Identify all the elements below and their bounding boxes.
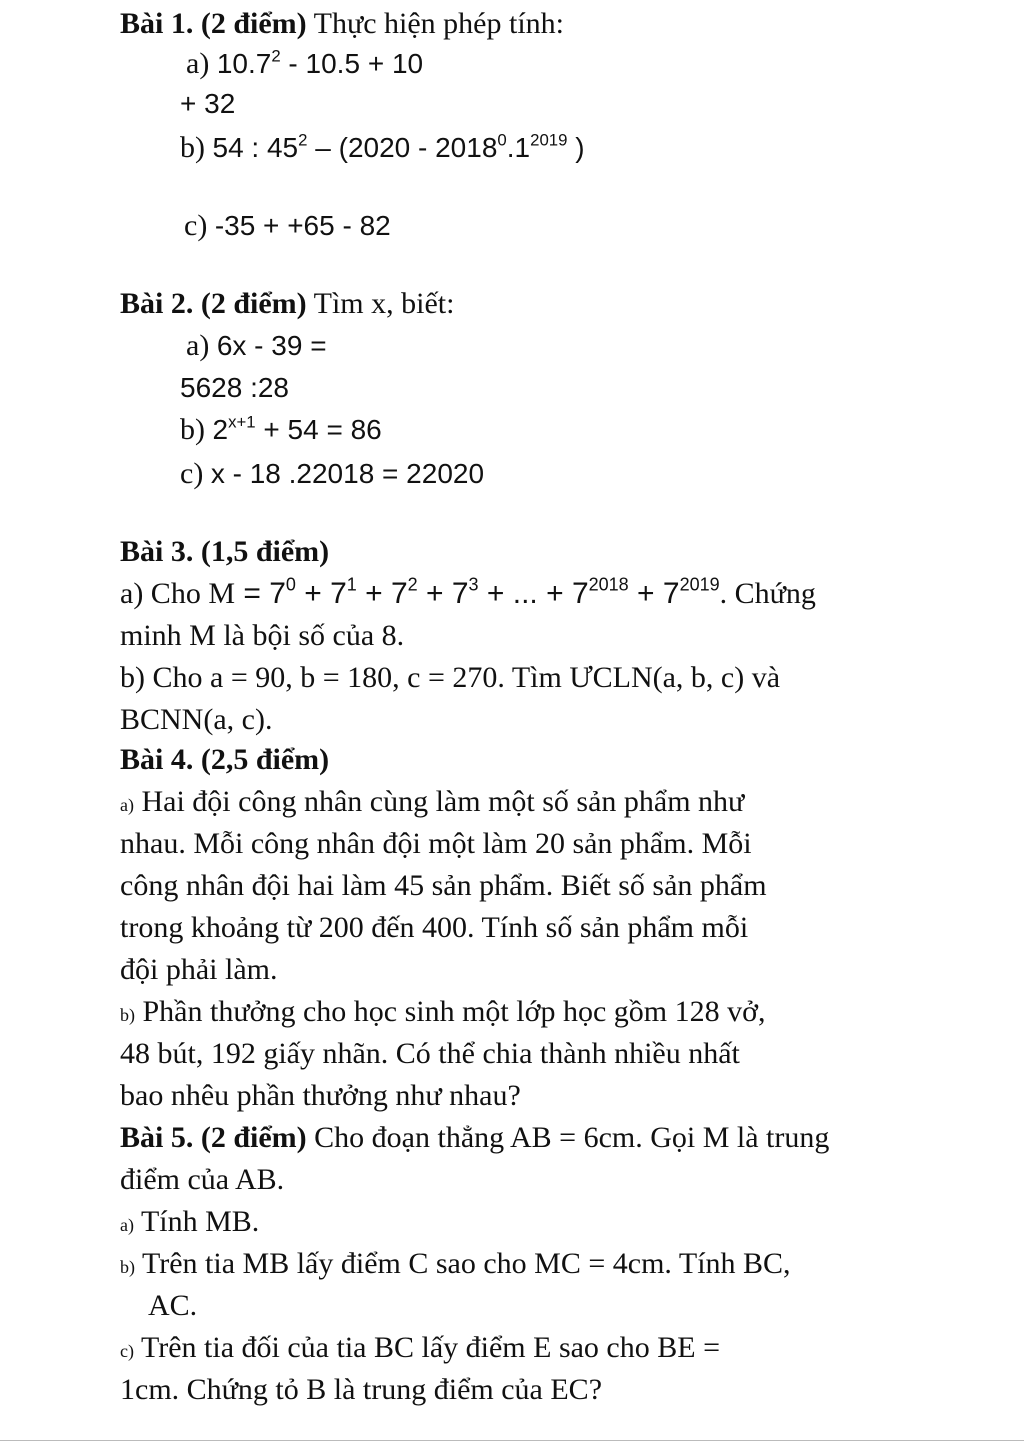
b2-b-label: b) (180, 413, 205, 446)
b4-a-marker: a) (120, 795, 134, 815)
b4-a-line2: nhau. Mỗi công nhân đội một làm 20 sản phẩm. Mỗi (120, 827, 752, 860)
b1-prompt: Thực hiện phép tính: (313, 7, 564, 40)
b5-c-line1: c) Trên tia đối của tia BC lấy điểm E sao cho BE = (120, 1331, 721, 1364)
b3-b-line2: BCNN(a, c). (120, 703, 273, 736)
b2-title: Bài 2. (2 điểm) (120, 287, 307, 320)
b1-heading (120, 6, 564, 42)
bottom-divider (0, 1440, 1024, 1441)
b2-a-continuation: 5628 :28 (180, 372, 289, 403)
b5-b-marker: b) (120, 1257, 135, 1277)
b1-c (184, 208, 391, 244)
b1-b-label: b) (180, 131, 205, 164)
b2-prompt: Tìm x, biết: (313, 287, 455, 320)
b2-b-expr: $2^{x+1} + 54 = 86$ (212, 412, 382, 445)
b1-title: Bài 1. (2 điểm) (120, 7, 307, 40)
b4-b-line3: bao nhêu phần thưởng như nhau? (120, 1079, 521, 1112)
b5-title: Bài 5. (2 điểm) (120, 1121, 307, 1154)
b5-a-marker: a) (120, 1215, 134, 1235)
b3-title: Bài 3. (1,5 điểm) (120, 535, 330, 568)
b2-a-expr: 6x - 39 = (216, 330, 327, 361)
b5-c-line2: 1cm. Chứng tỏ B là trung điểm của EC? (120, 1373, 603, 1406)
b1-c-expr: -35 + +65 - 82 (214, 210, 391, 241)
b4-a-line1: a) Hai đội công nhân cùng làm một số sản phẩm như (120, 785, 745, 818)
b3-a-formula: = $7^0 + 7^1 + 7^2 + 7^3$ + ... + $7^{2018} + 7^{2019}$ (235, 574, 720, 610)
b4-b-line2: 48 bút, 192 giấy nhãn. Có thể chia thành nhiều nhất (120, 1037, 740, 1070)
b4-b-line1: b) Phần thưởng cho học sinh một lớp học gồm 128 vở, (120, 995, 766, 1028)
b4-b-marker: b) (120, 1005, 135, 1025)
b5-intro-line1: Cho đoạn thẳng AB = 6cm. Gọi M là trung (314, 1121, 830, 1154)
b1-a (186, 46, 423, 82)
b3-b-line1: b) Cho a = 90, b = 180, c = 270. Tìm ƯCLN(a, b, c) và (120, 661, 781, 694)
b5-intro-line2: điểm của AB. (120, 1163, 285, 1196)
b2-a-label: a) (186, 329, 210, 362)
b1-b (180, 130, 585, 166)
b2-b (180, 412, 382, 448)
b5-b-line2: AC. (148, 1289, 198, 1322)
b3-a-line2: minh M là bội số của 8. (120, 619, 405, 652)
b1-a-expr: 10.7$^2$ - 10.5 + 10 (216, 46, 424, 79)
b2-heading (120, 286, 454, 322)
b5-b-line1: b) Trên tia MB lấy điểm C sao cho MC = 4cm. Tính BC, (120, 1247, 791, 1280)
b4-title: Bài 4. (2,5 điểm) (120, 743, 330, 776)
b1-a-label: a) (186, 47, 210, 80)
b2-c-label: c) (180, 457, 204, 490)
b5-c-marker: c) (120, 1341, 134, 1361)
b4-a-line4: trong khoảng từ 200 đến 400. Tính số sản phẩm mỗi (120, 911, 749, 944)
b4-a-line5: đội phải làm. (120, 953, 278, 986)
b2-a (186, 328, 327, 364)
b5-a: a) Tính MB. (120, 1205, 260, 1238)
b4-heading (120, 742, 329, 778)
b3-heading (120, 534, 329, 570)
b1-c-label: c) (184, 209, 208, 242)
b1-a-continuation: + 32 (180, 88, 236, 119)
b2-c (180, 456, 484, 492)
b4-a-line3: công nhân đội hai làm 45 sản phẩm. Biết số sản phẩm (120, 869, 767, 902)
b2-c-expr: x - 18 .22018 = 22020 (210, 458, 485, 489)
b3-a-line1: a) Cho $M = 7^0 + 7^1 + 7^2 + 7^3$ + ... + $7^{2018} + 7^{2019}$. Chứng (120, 574, 816, 610)
b5-heading (120, 1120, 829, 1156)
b1-b-expr: 54 : $45^2 - (2020 - 2018^0.1^{2019}$ ) (212, 130, 585, 163)
